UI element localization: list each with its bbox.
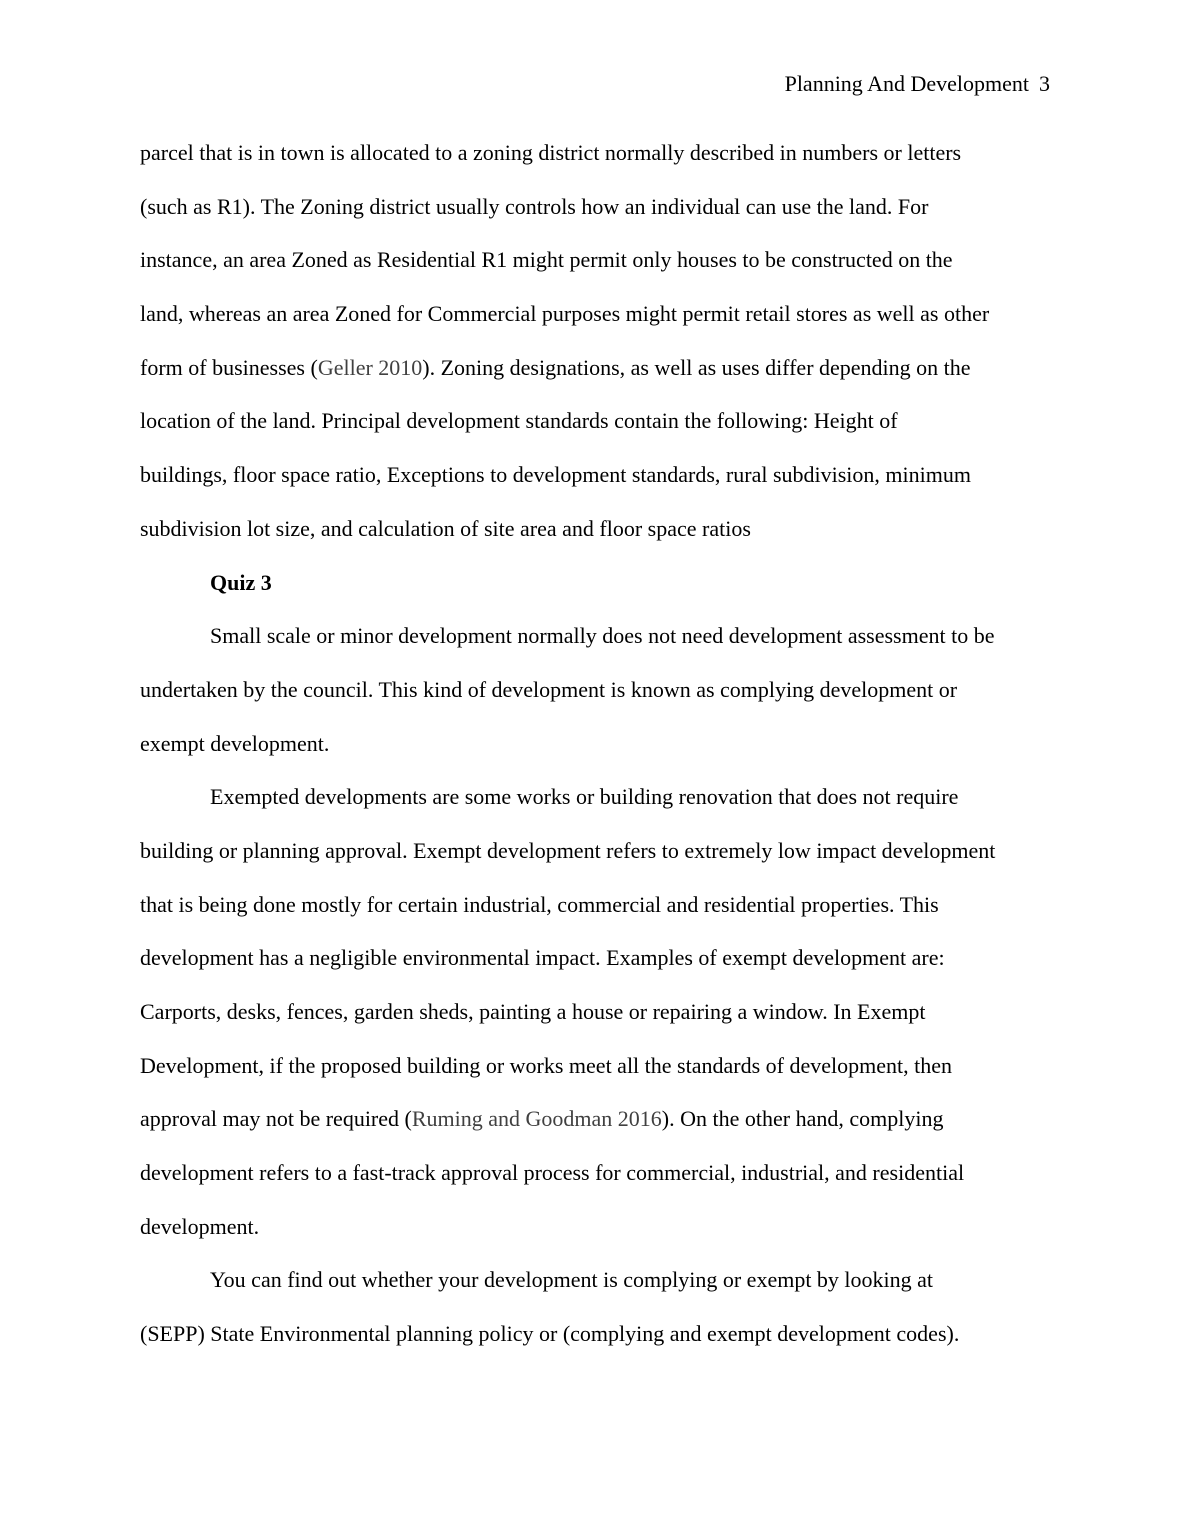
text-line: land, whereas an area Zoned for Commercial purposes might permit retail stores as well as other — [140, 301, 990, 327]
text-line: that is being done mostly for certain industrial, commercial and residential properties. This — [140, 891, 939, 917]
text-line: instance, an area Zoned as Residential R1 might permit only houses to be constructed on the — [140, 247, 953, 273]
text-line: (SEPP) State Environmental planning policy or (complying and exempt development codes). — [140, 1321, 960, 1347]
text-line: (such as R1). The Zoning district usually controls how an individual can use the land. For — [140, 193, 929, 219]
paragraph-first-line: Small scale or minor development normally does not need development assessment to be — [210, 623, 995, 649]
text-line — [140, 1092, 1050, 1146]
text-line: location of the land. Principal development standards contain the following: Height of — [140, 408, 898, 434]
text-line: development has a negligible environmental impact. Examples of exempt development are: — [140, 945, 945, 971]
text-segment: ). Zoning designations, as well as uses differ depending on the — [422, 354, 971, 380]
header-title: Planning And Development — [784, 71, 1029, 96]
section-heading: Quiz 3 — [210, 569, 272, 595]
text-line: parcel that is in town is allocated to a zoning district normally described in numbers or letters — [140, 140, 962, 165]
text-line: Carports, desks, fences, garden sheds, painting a house or repairing a window. In Exempt — [140, 999, 926, 1024]
text-line: subdivision lot size, and calculation of site area and floor space ratios — [140, 515, 751, 541]
text-line: undertaken by the council. This kind of development is known as complying development or — [140, 676, 958, 702]
text-segment: form of businesses ( — [140, 354, 318, 380]
text-segment: approval may not be required ( — [140, 1106, 412, 1132]
citation: Ruming and Goodman 2016 — [411, 1106, 662, 1132]
text-segment: ). On the other hand, complying — [661, 1106, 944, 1132]
text-line: buildings, floor space ratio, Exceptions to development standards, rural subdivision, minimum — [140, 462, 971, 488]
running-header — [785, 70, 1050, 98]
text-line — [140, 341, 1050, 395]
text-line: building or planning approval. Exempt development refers to extremely low impact development — [140, 837, 996, 863]
paragraph-first-line: Exempted developments are some works or building renovation that does not require — [210, 784, 959, 810]
text-line: development. — [140, 1213, 260, 1239]
text-line: development refers to a fast-track approval process for commercial, industrial, and residential — [140, 1160, 965, 1186]
text-line: exempt development. — [140, 730, 330, 756]
paragraph-first-line: You can find out whether your development is complying or exempt by looking at — [210, 1267, 934, 1293]
text-line: Development, if the proposed building or works meet all the standards of development, then — [140, 1052, 952, 1078]
document-body — [140, 126, 1050, 1361]
page-number: 3 — [1039, 71, 1050, 96]
citation: Geller 2010 — [317, 354, 423, 380]
